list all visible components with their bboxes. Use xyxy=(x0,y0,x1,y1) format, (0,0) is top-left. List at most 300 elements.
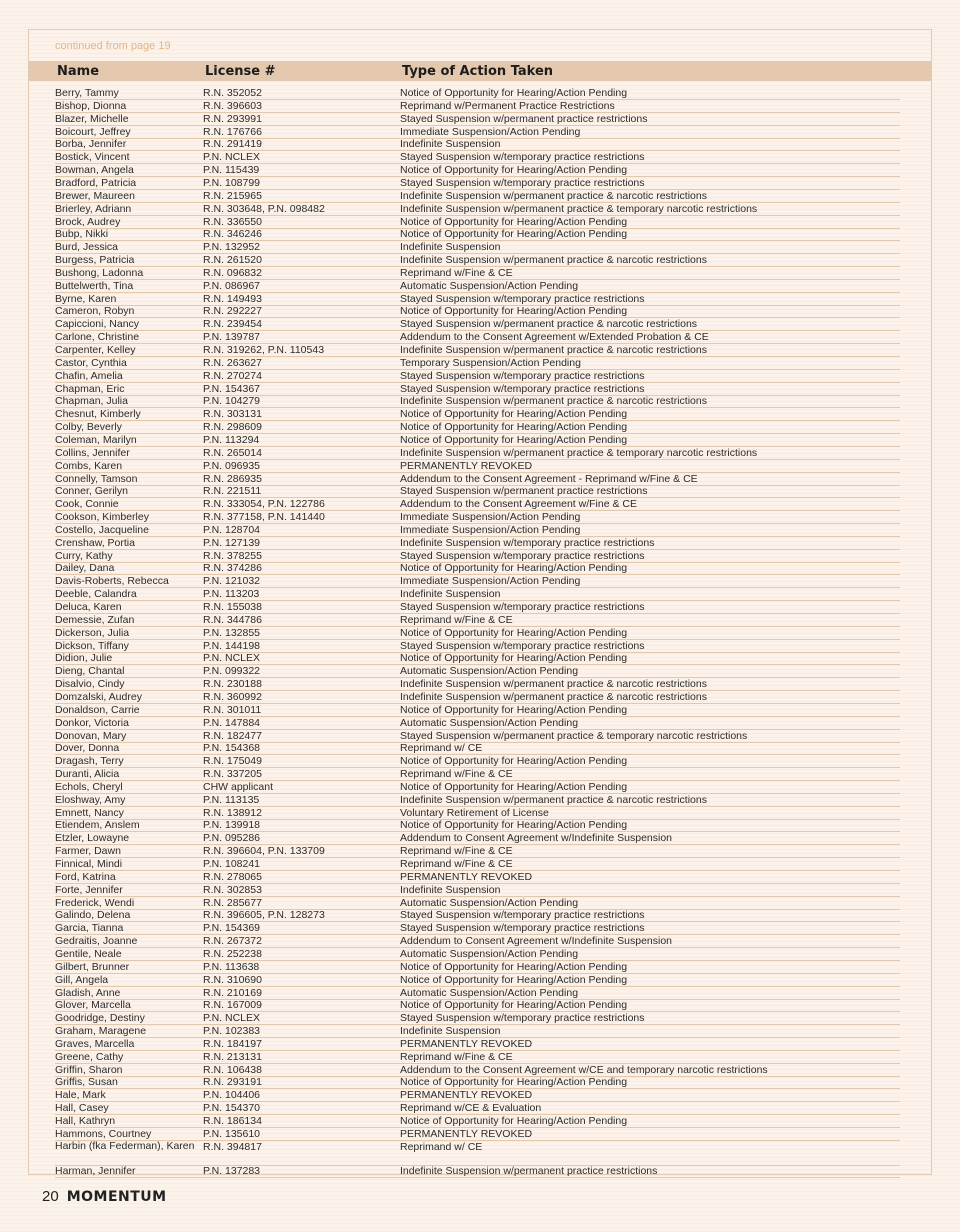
table-row xyxy=(55,113,900,126)
cell-license: P.N. 137283 xyxy=(203,1164,261,1177)
cell-license: P.N. 121032 xyxy=(203,575,261,588)
cell-license: R.N. 298609 xyxy=(203,421,262,434)
cell-action: Addendum to the Consent Agreement w/Extended Probation & CE xyxy=(400,331,709,344)
table-row xyxy=(55,447,900,460)
cell-name: Bubp, Nikki xyxy=(55,228,109,241)
table-row xyxy=(55,537,900,550)
table-row xyxy=(55,897,900,910)
cell-name: Hammons, Courtney xyxy=(55,1127,152,1140)
table-row xyxy=(55,871,900,884)
cell-action: Reprimand w/ CE xyxy=(400,1140,483,1153)
cell-name: Dragash, Terry xyxy=(55,755,124,768)
cell-license: P.N. 132855 xyxy=(203,626,261,639)
cell-license: R.N. 167009 xyxy=(203,999,262,1012)
cell-name: Bostick, Vincent xyxy=(55,151,130,164)
cell-action: PERMANENTLY REVOKED xyxy=(400,870,533,883)
cell-name: Forte, Jennifer xyxy=(55,883,123,896)
cell-license: P.N. 104406 xyxy=(203,1089,261,1102)
cell-action: Automatic Suspension/Action Pending xyxy=(400,947,579,960)
cell-action: Indefinite Suspension w/permanent practice & temporary narcotic restrictions xyxy=(400,446,758,459)
table-row xyxy=(55,550,900,563)
cell-license: R.N. 293191 xyxy=(203,1076,262,1089)
table-row xyxy=(55,434,900,447)
cell-license: R.N. 278065 xyxy=(203,870,262,883)
cell-name: Connelly, Tamson xyxy=(55,472,138,485)
cell-license: P.N. 154368 xyxy=(203,742,261,755)
cell-license: R.N. 301011 xyxy=(203,703,262,716)
cell-license: R.N. 303131 xyxy=(203,408,262,421)
cell-name: Costello, Jacqueline xyxy=(55,523,149,536)
cell-action: Stayed Suspension w/permanent practice & narcotic restrictions xyxy=(400,318,698,331)
cell-action: Reprimand w/Fine & CE xyxy=(400,768,513,781)
table-row xyxy=(55,164,900,177)
table-row xyxy=(55,742,900,755)
table-row xyxy=(55,460,900,473)
cell-action: Automatic Suspension/Action Pending xyxy=(400,896,579,909)
cell-name: Ford, Katrina xyxy=(55,870,116,883)
cell-action: Notice of Opportunity for Hearing/Action Pending xyxy=(400,1115,628,1127)
cell-name: Echols, Cheryl xyxy=(55,780,123,793)
cell-license: R.N. 394817 xyxy=(203,1140,262,1153)
cell-name: Hale, Mark xyxy=(55,1089,106,1102)
table-row xyxy=(55,241,900,254)
cell-action: Indefinite Suspension xyxy=(400,883,501,896)
cell-name: Griffin, Sharon xyxy=(55,1063,123,1076)
cell-name: Dickson, Tiffany xyxy=(55,639,129,652)
cell-name: Boicourt, Jeffrey xyxy=(55,125,131,138)
table-row xyxy=(55,678,900,691)
table-row xyxy=(55,408,900,421)
cell-name: Dover, Donna xyxy=(55,742,120,755)
table-row xyxy=(55,1165,900,1178)
table-row xyxy=(55,575,900,588)
cell-action: Automatic Suspension/Action Pending xyxy=(400,279,579,292)
cell-license: R.N. 333054, P.N. 122786 xyxy=(203,498,325,511)
cell-action: Indefinite Suspension w/permanent practice & narcotic restrictions xyxy=(400,690,707,703)
cell-action: Stayed Suspension w/permanent practice restrictions xyxy=(400,112,648,125)
cell-license: P.N. 132952 xyxy=(203,241,261,254)
continued-note: continued from page 19 xyxy=(55,40,171,52)
cell-license: P.N. 127139 xyxy=(203,536,261,549)
table-row xyxy=(55,305,900,318)
cell-name: Greene, Cathy xyxy=(55,1050,124,1063)
cell-action: Stayed Suspension w/temporary practice restrictions xyxy=(400,1012,645,1025)
cell-action: PERMANENTLY REVOKED xyxy=(400,1089,533,1102)
cell-license: R.N. 096832 xyxy=(203,266,262,279)
cell-action: Addendum to the Consent Agreement w/Fine & CE xyxy=(400,498,637,511)
cell-license: R.N. 303648, P.N. 098482 xyxy=(203,202,325,215)
table-row xyxy=(55,807,900,820)
cell-action: Addendum to the Consent Agreement - Reprimand w/Fine & CE xyxy=(400,472,698,485)
cell-license: P.N. 096935 xyxy=(203,459,261,472)
cell-action: Notice of Opportunity for Hearing/Action Pending xyxy=(400,819,628,832)
cell-action: Notice of Opportunity for Hearing/Action Pending xyxy=(400,780,628,793)
cell-name: Graves, Marcella xyxy=(55,1037,135,1050)
cell-license: R.N. 221511 xyxy=(203,485,262,498)
cell-action: Indefinite Suspension xyxy=(400,241,501,254)
cell-action: Indefinite Suspension xyxy=(400,138,501,151)
cell-license: R.N. 270274 xyxy=(203,369,262,382)
cell-license: R.N. 310690 xyxy=(203,973,262,986)
cell-name: Harman, Jennifer xyxy=(55,1164,136,1177)
cell-license: P.N. 147884 xyxy=(203,716,261,729)
cell-license: R.N. 175049 xyxy=(203,755,262,768)
cell-name: Coleman, Marilyn xyxy=(55,433,137,446)
cell-action: Notice of Opportunity for Hearing/Action Pending xyxy=(400,652,628,665)
cell-action: Immediate Suspension/Action Pending xyxy=(400,523,581,536)
table-row xyxy=(55,138,900,151)
cell-action: Stayed Suspension w/temporary practice restrictions xyxy=(400,369,645,382)
cell-name: Gedraitis, Joanne xyxy=(55,935,138,948)
cell-name: Borba, Jennifer xyxy=(55,138,127,151)
cell-action: Stayed Suspension w/temporary practice restrictions xyxy=(400,292,645,305)
page-number: 20 xyxy=(42,1188,59,1205)
table-row xyxy=(55,216,900,229)
cell-name: Chafin, Amelia xyxy=(55,369,123,382)
cell-license: P.N. 144198 xyxy=(203,639,261,652)
table-row xyxy=(55,126,900,139)
cell-name: Chesnut, Kimberly xyxy=(55,408,141,421)
cell-license: R.N. 267372 xyxy=(203,935,262,948)
cell-action: Reprimand w/Fine & CE xyxy=(400,845,513,858)
table-row xyxy=(55,1051,900,1064)
cell-license: P.N. 113294 xyxy=(203,433,260,446)
cell-license: R.N. 352052 xyxy=(203,87,262,99)
cell-action: Reprimand w/Fine & CE xyxy=(400,858,513,870)
table-row xyxy=(55,987,900,1000)
cell-name: Deluca, Karen xyxy=(55,601,122,613)
cell-action: Reprimand w/Permanent Practice Restrictions xyxy=(400,99,615,112)
cell-name: Colby, Beverly xyxy=(55,421,122,434)
table-row xyxy=(55,370,900,383)
table-row xyxy=(55,627,900,640)
cell-license: P.N. 108241 xyxy=(203,858,261,870)
table-row xyxy=(55,717,900,730)
cell-name: Duranti, Alicia xyxy=(55,768,120,781)
cell-name: Donaldson, Carrie xyxy=(55,703,140,716)
cell-name: Domzalski, Audrey xyxy=(55,690,142,703)
cell-action: Addendum to Consent Agreement w/Indefinite Suspension xyxy=(400,832,673,845)
cell-action: Stayed Suspension w/temporary practice restrictions xyxy=(400,922,645,935)
table-row xyxy=(55,730,900,743)
header-action: Type of Action Taken xyxy=(402,64,554,79)
cell-action: Automatic Suspension/Action Pending xyxy=(400,986,579,999)
table-row xyxy=(55,832,900,845)
cell-name: Didion, Julie xyxy=(55,652,113,665)
table-row xyxy=(55,858,900,871)
cell-name: Finnical, Mindi xyxy=(55,858,123,870)
cell-action: Indefinite Suspension w/permanent practice & temporary narcotic restrictions xyxy=(400,202,758,215)
table-row xyxy=(55,331,900,344)
cell-action: Indefinite Suspension xyxy=(400,588,501,601)
cell-license: P.N. 113135 xyxy=(203,793,260,806)
cell-license: R.N. 396605, P.N. 128273 xyxy=(203,909,325,922)
header-name: Name xyxy=(57,64,100,79)
table-row xyxy=(55,498,900,511)
cell-name: Conner, Gerilyn xyxy=(55,485,128,498)
cell-name: Berry, Tammy xyxy=(55,87,119,99)
cell-action: PERMANENTLY REVOKED xyxy=(400,1127,533,1140)
cell-name: Eloshway, Amy xyxy=(55,793,126,806)
cell-name: Bradford, Patricia xyxy=(55,176,137,189)
cell-action: Reprimand w/ CE xyxy=(400,742,483,755)
cell-action: Automatic Suspension/Action Pending xyxy=(400,665,579,678)
cell-license: R.N. 360992 xyxy=(203,690,262,703)
cell-name: Capiccioni, Nancy xyxy=(55,318,140,331)
cell-license: R.N. 374286 xyxy=(203,562,262,575)
table-row xyxy=(55,819,900,832)
cell-action: Immediate Suspension/Action Pending xyxy=(400,125,581,138)
table-header xyxy=(29,61,931,81)
cell-license: R.N. 265014 xyxy=(203,446,262,459)
cell-action: Stayed Suspension w/temporary practice restrictions xyxy=(400,549,645,562)
cell-license: P.N. 139787 xyxy=(203,331,261,344)
cell-name: Emnett, Nancy xyxy=(55,806,124,819)
cell-name: Byrne, Karen xyxy=(55,292,117,305)
cell-name: Frederick, Wendi xyxy=(55,896,135,909)
table-row xyxy=(55,1025,900,1038)
cell-action: Indefinite Suspension w/permanent practice & narcotic restrictions xyxy=(400,793,707,806)
cell-action: Immediate Suspension/Action Pending xyxy=(400,575,581,588)
cell-action: Voluntary Retirement of License xyxy=(400,806,549,819)
cell-license: R.N. 319262, P.N. 110543 xyxy=(203,344,325,356)
cell-name: Brock, Audrey xyxy=(55,215,121,228)
table-row xyxy=(55,254,900,267)
table-row xyxy=(55,190,900,203)
cell-name: Gladish, Anne xyxy=(55,986,121,999)
cell-name: Burgess, Patricia xyxy=(55,254,135,267)
cell-license: P.N. NCLEX xyxy=(203,1012,260,1025)
cell-name: Carpenter, Kelley xyxy=(55,344,136,356)
cell-license: P.N. 154367 xyxy=(203,382,261,395)
table-row xyxy=(55,665,900,678)
cell-license: R.N. 396603 xyxy=(203,99,262,112)
cell-license: P.N. 139918 xyxy=(203,819,261,832)
table-row xyxy=(55,1076,900,1089)
cell-action: Notice of Opportunity for Hearing/Action Pending xyxy=(400,87,628,99)
cell-license: P.N. 154369 xyxy=(203,922,261,935)
table-row xyxy=(55,267,900,280)
table-row xyxy=(55,948,900,961)
cell-license: R.N. 344786 xyxy=(203,613,262,626)
cell-license: R.N. 377158, P.N. 141440 xyxy=(203,511,325,524)
cell-name: Donkor, Victoria xyxy=(55,716,129,729)
cell-name: Graham, Maragene xyxy=(55,1025,147,1038)
cell-license: R.N. 106438 xyxy=(203,1063,262,1076)
cell-name: Farmer, Dawn xyxy=(55,845,121,858)
table-row xyxy=(55,1141,900,1166)
table-row xyxy=(55,794,900,807)
cell-name: Etzler, Lowayne xyxy=(55,832,130,845)
cell-license: R.N. 239454 xyxy=(203,318,262,331)
table-row xyxy=(55,344,900,357)
cell-action: Reprimand w/Fine & CE xyxy=(400,1050,513,1063)
table-row xyxy=(55,177,900,190)
table-row xyxy=(55,562,900,575)
cell-name: Buttelwerth, Tina xyxy=(55,279,134,292)
table-row xyxy=(55,704,900,717)
cell-name: Gentile, Neale xyxy=(55,947,122,960)
table-row xyxy=(55,755,900,768)
cell-action: Notice of Opportunity for Hearing/Action Pending xyxy=(400,626,628,639)
table-row xyxy=(55,922,900,935)
cell-action: Notice of Opportunity for Hearing/Action Pending xyxy=(400,755,628,768)
cell-action: Notice of Opportunity for Hearing/Action Pending xyxy=(400,1076,628,1089)
header-license: License # xyxy=(205,64,276,79)
cell-name: Carlone, Christine xyxy=(55,331,140,344)
cell-name: Gilbert, Brunner xyxy=(55,960,130,973)
cell-license: P.N. NCLEX xyxy=(203,652,260,665)
cell-name: Crenshaw, Portia xyxy=(55,536,135,549)
cell-license: R.N. 155038 xyxy=(203,601,262,613)
cell-name: Etiendem, Anslem xyxy=(55,819,140,832)
cell-license: R.N. 292227 xyxy=(203,305,262,318)
cell-name: Chapman, Eric xyxy=(55,382,125,395)
cell-license: P.N. 104279 xyxy=(203,395,261,408)
table-row xyxy=(55,318,900,331)
cell-action: Notice of Opportunity for Hearing/Action Pending xyxy=(400,164,628,177)
table-row xyxy=(55,781,900,794)
cell-action: Notice of Opportunity for Hearing/Action Pending xyxy=(400,562,628,575)
cell-name: Hall, Kathryn xyxy=(55,1115,116,1127)
table-row xyxy=(55,151,900,164)
cell-license: R.N. 182477 xyxy=(203,729,262,742)
cell-action: Stayed Suspension w/temporary practice restrictions xyxy=(400,176,645,189)
cell-action: Indefinite Suspension w/permanent practice & narcotic restrictions xyxy=(400,395,707,408)
table-row xyxy=(55,228,900,241)
table-row xyxy=(55,293,900,306)
cell-action: Stayed Suspension w/permanent practice restrictions xyxy=(400,485,648,498)
cell-name: Harbin (fka Federman), Karen xyxy=(55,1139,195,1152)
cell-license: P.N. 115439 xyxy=(203,164,260,177)
cell-name: Bishop, Dionna xyxy=(55,99,127,112)
cell-name: Chapman, Julia xyxy=(55,395,128,408)
cell-action: Notice of Opportunity for Hearing/Action Pending xyxy=(400,421,628,434)
table-row xyxy=(55,909,900,922)
cell-action: Notice of Opportunity for Hearing/Action Pending xyxy=(400,999,628,1012)
cell-action: PERMANENTLY REVOKED xyxy=(400,459,533,472)
cell-license: R.N. 336550 xyxy=(203,215,262,228)
cell-license: CHW applicant xyxy=(203,780,274,793)
cell-action: Notice of Opportunity for Hearing/Action Pending xyxy=(400,703,628,716)
cell-license: R.N. 176766 xyxy=(203,125,262,138)
cell-name: Cameron, Robyn xyxy=(55,305,135,318)
cell-license: R.N. 263627 xyxy=(203,356,262,369)
cell-action: Reprimand w/Fine & CE xyxy=(400,613,513,626)
cell-action: Stayed Suspension w/temporary practice restrictions xyxy=(400,639,645,652)
cell-license: R.N. 291419 xyxy=(203,138,262,151)
cell-name: Cook, Connie xyxy=(55,498,119,511)
cell-action: Stayed Suspension w/temporary practice restrictions xyxy=(400,382,645,395)
cell-action: Automatic Suspension/Action Pending xyxy=(400,716,579,729)
table-row xyxy=(55,652,900,665)
cell-action: Notice of Opportunity for Hearing/Action Pending xyxy=(400,215,628,228)
cell-name: Cookson, Kimberley xyxy=(55,511,149,524)
cell-name: Gill, Angela xyxy=(55,973,109,986)
cell-name: Bushong, Ladonna xyxy=(55,266,144,279)
cell-name: Deeble, Calandra xyxy=(55,588,137,601)
cell-license: R.N. 213131 xyxy=(203,1050,262,1063)
cell-license: P.N. 095286 xyxy=(203,832,261,845)
cell-license: R.N. 286935 xyxy=(203,472,262,485)
cell-name: Dailey, Dana xyxy=(55,562,115,575)
cell-license: R.N. 261520 xyxy=(203,254,262,267)
cell-action: Indefinite Suspension w/permanent practice & narcotic restrictions xyxy=(400,678,707,691)
cell-license: R.N. 252238 xyxy=(203,947,262,960)
cell-action: Addendum to the Consent Agreement w/CE and temporary narcotic restrictions xyxy=(400,1063,768,1076)
cell-name: Disalvio, Cindy xyxy=(55,678,125,691)
table-row xyxy=(55,640,900,653)
cell-action: Notice of Opportunity for Hearing/Action Pending xyxy=(400,408,628,421)
cell-name: Demessie, Zufan xyxy=(55,613,135,626)
cell-license: R.N. 285677 xyxy=(203,896,262,909)
cell-license: R.N. 302853 xyxy=(203,883,262,896)
table-row xyxy=(55,1038,900,1051)
table-row xyxy=(55,280,900,293)
cell-action: Reprimand w/CE & Evaluation xyxy=(400,1102,542,1115)
table-row xyxy=(55,691,900,704)
cell-action: Addendum to Consent Agreement w/Indefinite Suspension xyxy=(400,935,673,948)
cell-license: P.N. 099322 xyxy=(203,665,261,678)
cell-license: P.N. 128704 xyxy=(203,523,261,536)
cell-name: Blazer, Michelle xyxy=(55,112,129,125)
cell-license: R.N. 184197 xyxy=(203,1037,262,1050)
table-row xyxy=(55,1064,900,1077)
table-row xyxy=(55,961,900,974)
cell-license: R.N. 230188 xyxy=(203,678,262,691)
table-row xyxy=(55,588,900,601)
cell-license: R.N. 293991 xyxy=(203,112,262,125)
cell-action: Indefinite Suspension w/permanent practice restrictions xyxy=(400,1164,658,1177)
cell-action: Notice of Opportunity for Hearing/Action Pending xyxy=(400,960,628,973)
cell-action: Immediate Suspension/Action Pending xyxy=(400,511,581,524)
table-row xyxy=(55,884,900,897)
cell-action: Stayed Suspension w/temporary practice restrictions xyxy=(400,601,645,613)
cell-name: Griffis, Susan xyxy=(55,1076,118,1089)
publication-name: MOMENTUM xyxy=(66,1189,167,1205)
cell-action: Indefinite Suspension w/temporary practice restrictions xyxy=(400,536,655,549)
table-row xyxy=(55,421,900,434)
cell-license: R.N. 215965 xyxy=(203,189,262,202)
cell-action: Stayed Suspension w/permanent practice & temporary narcotic restrictions xyxy=(400,729,748,742)
content-panel xyxy=(28,29,932,1175)
cell-name: Castor, Cynthia xyxy=(55,356,127,369)
table-row xyxy=(55,1115,900,1128)
table-row xyxy=(55,935,900,948)
cell-name: Hall, Casey xyxy=(55,1102,109,1115)
cell-name: Bowman, Angela xyxy=(55,164,134,177)
cell-license: R.N. 138912 xyxy=(203,806,262,819)
cell-license: R.N. 396604, P.N. 133709 xyxy=(203,845,325,858)
cell-name: Burd, Jessica xyxy=(55,241,119,254)
cell-license: P.N. 113203 xyxy=(203,588,260,601)
cell-action: Indefinite Suspension w/permanent practice & narcotic restrictions xyxy=(400,189,707,202)
cell-action: Stayed Suspension w/temporary practice restrictions xyxy=(400,151,645,164)
cell-name: Collins, Jennifer xyxy=(55,446,130,459)
table-row xyxy=(55,1102,900,1115)
cell-action: PERMANENTLY REVOKED xyxy=(400,1037,533,1050)
table-row xyxy=(55,203,900,216)
table-row xyxy=(55,614,900,627)
cell-name: Dickerson, Julia xyxy=(55,626,130,639)
cell-license: P.N. 113638 xyxy=(203,960,260,973)
cell-license: P.N. NCLEX xyxy=(203,151,260,164)
cell-license: R.N. 346246 xyxy=(203,228,262,241)
table-row xyxy=(55,1089,900,1102)
table-row xyxy=(55,524,900,537)
cell-action: Notice of Opportunity for Hearing/Action Pending xyxy=(400,228,628,241)
cell-name: Brierley, Adriann xyxy=(55,202,132,215)
